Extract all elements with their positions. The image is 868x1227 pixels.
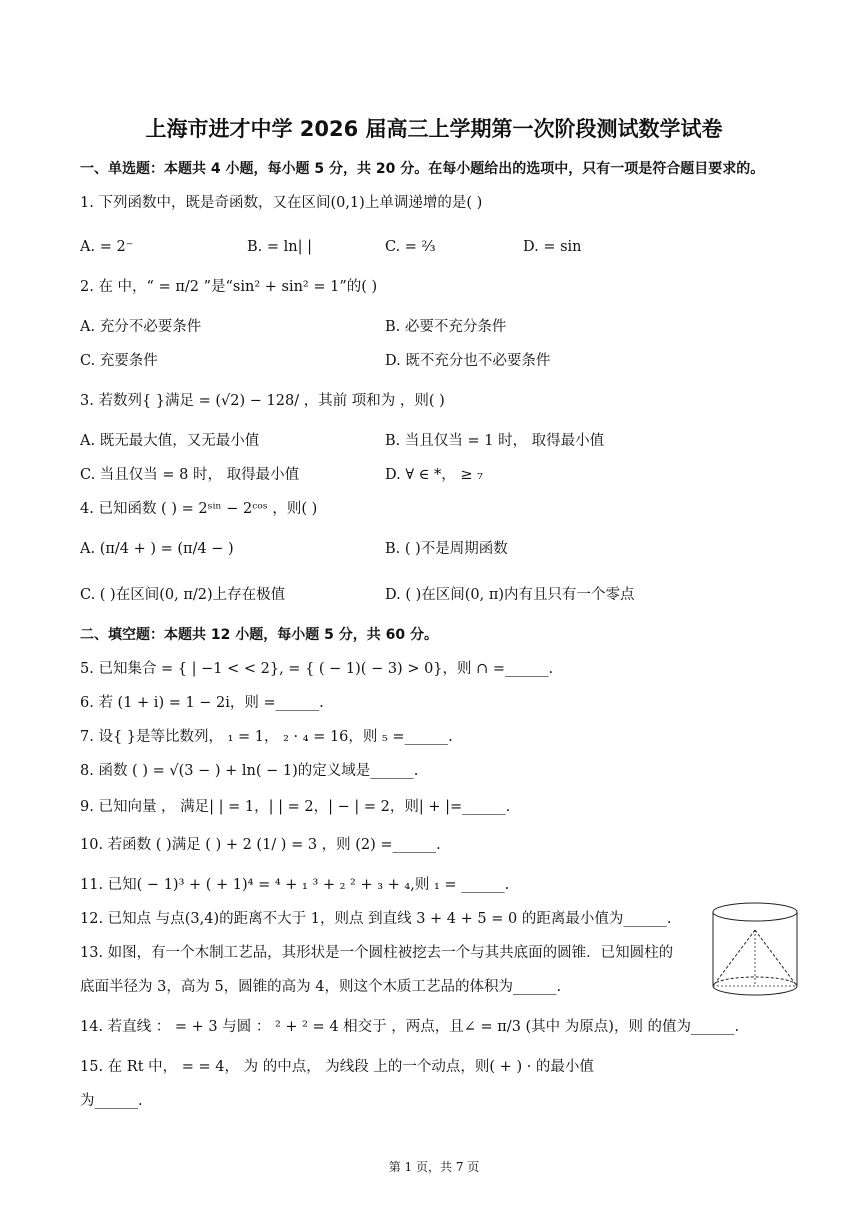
question-3-stem: 3. 若数列{ }满足 = (√2) − 128/ ，其前 项和为 ，则( )	[80, 393, 445, 409]
question-4-option-b: B. ( )不是周期函数	[385, 541, 508, 557]
question-3-option-a: A. 既无最大值，又无最小值	[80, 433, 260, 449]
question-4-stem: 4. 已知函数 ( ) = 2ˢⁱⁿ − 2ᶜᵒˢ ，则( )	[80, 501, 318, 517]
question-15-line-2: 为______.	[80, 1093, 143, 1109]
question-1-option-d: D. = sin	[523, 239, 582, 255]
question-3-option-d: D. ∀ ∈ *， ≥ ₇	[385, 467, 483, 483]
question-13-line-1: 13. 如图，有一个木制工艺品，其形状是一个圆柱被挖去一个与其共底面的圆锥．已知圆柱的	[80, 945, 674, 961]
question-3-option-c: C. 当且仅当 = 8 时， 取得最小值	[80, 467, 300, 483]
page-footer: 第 1 页，共 7 页	[388, 1160, 480, 1174]
question-14: 14. 若直线 ： = + 3 与圆 ： ² + ² = 4 相交于 ，两点，且∠ = π/3 (其中 为原点)，则 的值为______.	[80, 1019, 740, 1035]
question-2-option-b: B. 必要不充分条件	[385, 319, 507, 335]
question-11: 11. 已知( − 1)³ + ( + 1)⁴ = ⁴ + ₁ ³ + ₂ ² + ₃ + ₄,则 ₁ = ______.	[80, 877, 510, 893]
question-3-option-b: B. 当且仅当 = 1 时， 取得最小值	[385, 433, 605, 449]
question-2-option-c: C. 充要条件	[80, 353, 158, 369]
question-7: 7. 设{ }是等比数列， ₁ = 1， ₂ · ₄ = 16，则 ₅ =______.	[80, 729, 453, 745]
page-title: 上海市进才中学 2026 届高三上学期第一次阶段测试数学试卷	[145, 117, 723, 141]
question-15-line-1: 15. 在 Rt 中， = = 4， 为 的中点， 为线段 上的一个动点，则( + ) · 的最小值	[80, 1059, 594, 1075]
question-2-option-a: A. 充分不必要条件	[80, 319, 202, 335]
question-4-option-d: D. ( )在区间(0, π)内有且只有一个零点	[385, 587, 635, 603]
question-5: 5. 已知集合 = { | −1 < < 2}, = { ( − 1)( − 3) > 0}，则 ∩ =______.	[80, 661, 554, 677]
question-2-option-d: D. 既不充分也不必要条件	[385, 353, 551, 369]
question-1-option-a: A. = 2⁻	[80, 239, 134, 255]
question-6: 6. 若 (1 + i) = 1 − 2i，则 =______.	[80, 695, 324, 711]
question-4-option-a: A. (π/4 + ) = (π/4 − )	[80, 541, 234, 557]
question-1-stem: 1. 下列函数中，既是奇函数，又在区间(0,1)上单调递增的是( )	[80, 195, 483, 211]
question-13-line-2: 底面半径为 3，高为 5，圆锥的高为 4，则这个木质工艺品的体积为______.	[80, 979, 562, 995]
question-9: 9. 已知向量 ， 满足| | = 1，| | = 2，| − | = 2，则| + |=______.	[80, 799, 511, 815]
question-1-option-c: C. = ²⁄₃	[385, 239, 436, 255]
question-2-stem: 2. 在 中，“ = π/2 ”是“sin² + sin² = 1”的( )	[80, 279, 378, 295]
section-2-heading: 二、填空题：本题共 12 小题，每小题 5 分，共 60 分。	[80, 627, 438, 643]
question-10: 10. 若函数 ( )满足 ( ) + 2 (1/ ) = 3 ，则 (2) =______.	[80, 837, 441, 853]
question-4-option-c: C. ( )在区间(0, π/2)上存在极值	[80, 587, 286, 603]
question-8: 8. 函数 ( ) = √(3 − ) + ln( − 1)的定义域是______.	[80, 763, 419, 779]
question-1-option-b: B. = ln| |	[247, 239, 312, 255]
question-12: 12. 已知点 与点(3,4)的距离不大于 1，则点 到直线 3 + 4 + 5 = 0 的距离最小值为______.	[80, 911, 672, 927]
section-1-heading: 一、单选题：本题共 4 小题，每小题 5 分，共 20 分。在每小题给出的选项中，只有一项是符合题目要求的。	[80, 161, 765, 177]
cylinder-cone-figure	[710, 900, 800, 1000]
